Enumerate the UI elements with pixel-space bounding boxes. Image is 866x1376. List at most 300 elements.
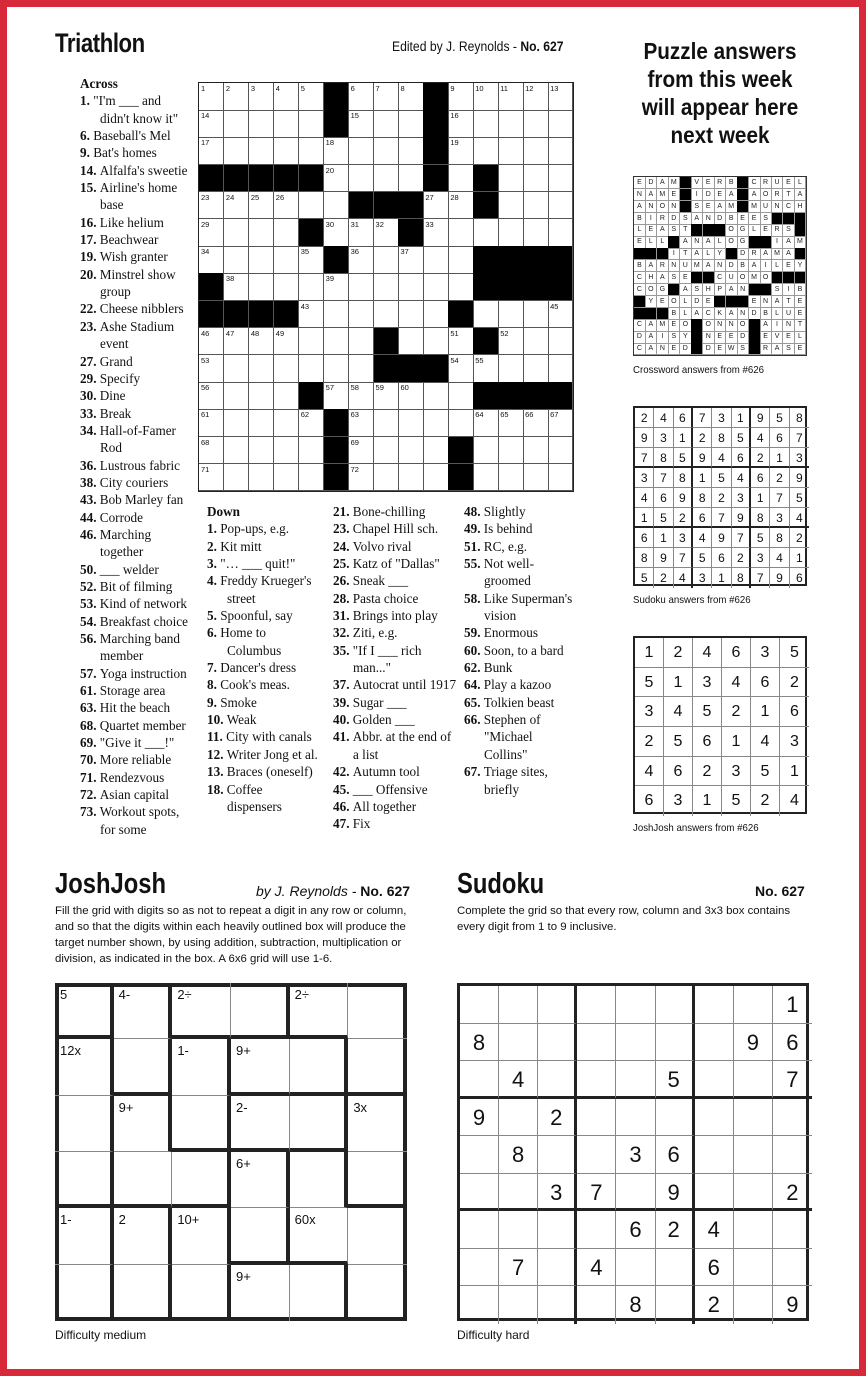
sudoku-cell[interactable]: 4 [695,1211,734,1249]
crossword-cell[interactable] [224,437,249,465]
crossword-cell[interactable] [249,382,274,410]
joshjosh-cell[interactable] [348,1208,407,1264]
crossword-cell[interactable]: 51 [448,328,473,356]
crossword-cell[interactable] [224,464,249,492]
joshjosh-cell[interactable] [348,1096,407,1152]
crossword-cell[interactable] [299,437,324,465]
answer-cell: W [726,343,738,355]
crossword-cell[interactable] [398,409,423,437]
crossword-cell[interactable] [249,409,274,437]
joshjosh-cell[interactable] [114,1152,173,1208]
crossword-cell[interactable]: 34 [199,246,224,274]
sudoku-cell[interactable]: 4 [499,1061,538,1099]
joshjosh-cell[interactable] [114,1039,173,1095]
sudoku-cell[interactable] [773,1249,812,1287]
crossword-cell[interactable]: 2 [224,83,249,111]
crossword-cell[interactable] [523,301,548,329]
crossword-cell[interactable] [448,273,473,301]
sudoku-cell[interactable]: 3 [538,1174,577,1212]
sudoku-cell[interactable]: 7 [577,1174,616,1212]
crossword-cell[interactable] [349,355,374,383]
crossword-cell[interactable] [374,165,399,193]
crossword-cell[interactable] [548,328,573,356]
crossword-cell[interactable]: 4 [274,83,299,111]
crossword-cell[interactable] [498,464,523,492]
crossword-cell[interactable] [224,246,249,274]
crossword-cell[interactable] [274,110,299,138]
crossword-cell[interactable] [349,273,374,301]
sudoku-cell[interactable] [538,1136,577,1174]
crossword-cell[interactable] [523,219,548,247]
sudoku-cell[interactable] [499,1024,538,1062]
crossword-cell[interactable] [324,355,349,383]
crossword-cell[interactable] [498,165,523,193]
crossword-cell[interactable] [274,409,299,437]
crossword-cell[interactable] [274,437,299,465]
crossword-cell[interactable] [523,165,548,193]
sudoku-grid[interactable] [457,983,809,1321]
sudoku-cell[interactable] [499,1099,538,1137]
sudoku-cell[interactable] [616,1061,655,1099]
crossword-cell[interactable] [448,409,473,437]
crossword-cell[interactable] [274,273,299,301]
joshjosh-cell[interactable] [172,1096,231,1152]
crossword-cell[interactable]: 58 [349,382,374,410]
crossword-cell[interactable]: 67 [548,409,573,437]
crossword-cell[interactable] [349,165,374,193]
crossword-cell[interactable]: 1 [199,83,224,111]
crossword-cell[interactable]: 56 [199,382,224,410]
crossword-cell[interactable]: 9 [448,83,473,111]
sudoku-cell[interactable]: 2 [538,1099,577,1137]
crossword-cell[interactable]: 53 [199,355,224,383]
crossword-cell[interactable] [498,192,523,220]
joshjosh-cell[interactable] [114,1096,173,1152]
sudoku-cell[interactable]: 7 [773,1061,812,1099]
crossword-cell[interactable] [473,110,498,138]
crossword-cell[interactable]: 43 [299,301,324,329]
sudoku-cell[interactable] [695,1061,734,1099]
crossword-cell[interactable] [423,437,448,465]
sudoku-cell[interactable] [773,1099,812,1137]
sudoku-cell[interactable] [460,1136,499,1174]
sudoku-cell[interactable]: 8 [460,1024,499,1062]
joshjosh-cell[interactable] [172,983,231,1039]
sudoku-cell[interactable] [734,1099,773,1137]
crossword-cell[interactable]: 61 [199,409,224,437]
sudoku-cell[interactable]: 9 [734,1024,773,1062]
crossword-cell[interactable] [274,464,299,492]
crossword-cell[interactable]: 52 [498,328,523,356]
crossword-cell[interactable] [299,464,324,492]
sudoku-cell[interactable] [499,1211,538,1249]
crossword-cell[interactable] [498,355,523,383]
crossword-cell[interactable] [473,464,498,492]
joshjosh-cell[interactable] [55,1152,114,1208]
crossword-cell[interactable] [473,301,498,329]
sudoku-cell[interactable]: 6 [616,1211,655,1249]
joshjosh-cell[interactable] [348,983,407,1039]
crossword-cell[interactable] [374,273,399,301]
sudoku-cell[interactable] [773,1136,812,1174]
sudoku-cell[interactable] [538,1249,577,1287]
joshjosh-cell[interactable] [231,1208,290,1264]
crossword-cell[interactable]: 54 [448,355,473,383]
sudoku-cell[interactable] [734,1136,773,1174]
crossword-cell[interactable] [224,355,249,383]
joshjosh-cell[interactable] [114,1265,173,1321]
crossword-cell[interactable] [423,409,448,437]
crossword-cell[interactable] [398,464,423,492]
crossword-cell[interactable] [423,328,448,356]
sudoku-cell[interactable] [616,1099,655,1137]
sudoku-cell[interactable]: 6 [656,1136,695,1174]
crossword-cell[interactable] [224,110,249,138]
crossword-cell[interactable]: 32 [374,219,399,247]
crossword-cell[interactable] [398,110,423,138]
joshjosh-cell[interactable] [114,1208,173,1264]
crossword-cell[interactable]: 20 [324,165,349,193]
crossword-cell[interactable] [249,110,274,138]
crossword-cell[interactable] [523,110,548,138]
crossword-cell[interactable] [523,437,548,465]
sudoku-cell[interactable] [695,1136,734,1174]
crossword-cell[interactable]: 55 [473,355,498,383]
crossword-cell[interactable] [473,437,498,465]
sudoku-cell[interactable] [577,986,616,1024]
crossword-cell[interactable] [423,273,448,301]
crossword-cell[interactable] [498,301,523,329]
crossword-cell[interactable] [224,137,249,165]
crossword-cell[interactable] [274,382,299,410]
crossword-cell[interactable]: 49 [274,328,299,356]
crossword-cell[interactable]: 14 [199,110,224,138]
sudoku-cell[interactable]: 8 [616,1286,655,1324]
crossword-cell[interactable] [398,301,423,329]
joshjosh-cell[interactable] [290,1152,349,1208]
crossword-cell[interactable]: 65 [498,409,523,437]
crossword-grid[interactable] [198,82,574,492]
joshjosh-cell[interactable] [55,1208,114,1264]
crossword-cell[interactable] [274,355,299,383]
sudoku-cell[interactable]: 3 [616,1136,655,1174]
crossword-cell[interactable]: 48 [249,328,274,356]
sudoku-cell[interactable] [577,1136,616,1174]
sudoku-cell[interactable] [538,1211,577,1249]
crossword-cell[interactable] [249,137,274,165]
crossword-cell[interactable] [448,165,473,193]
crossword-cell[interactable]: 31 [349,219,374,247]
crossword-cell[interactable] [523,355,548,383]
crossword-cell[interactable] [523,192,548,220]
sudoku-cell[interactable] [616,1249,655,1287]
crossword-cell[interactable] [398,437,423,465]
sudoku-cell[interactable] [616,1024,655,1062]
sudoku-cell[interactable] [577,1211,616,1249]
crossword-cell[interactable]: 37 [398,246,423,274]
sudoku-cell[interactable] [656,1099,695,1137]
sudoku-cell[interactable] [616,986,655,1024]
sudoku-cell[interactable] [460,1061,499,1099]
crossword-cell[interactable]: 47 [224,328,249,356]
crossword-cell[interactable] [224,409,249,437]
crossword-cell[interactable]: 69 [349,437,374,465]
crossword-cell[interactable] [349,328,374,356]
sudoku-cell[interactable] [577,1061,616,1099]
sudoku-cell[interactable] [499,986,538,1024]
crossword-cell[interactable] [448,219,473,247]
sudoku-cell[interactable]: 6 [773,1024,812,1062]
crossword-cell[interactable] [548,137,573,165]
joshjosh-cell[interactable] [55,983,114,1039]
crossword-cell[interactable]: 39 [324,273,349,301]
crossword-cell[interactable] [299,273,324,301]
sudoku-cell[interactable] [538,1061,577,1099]
crossword-cell[interactable]: 68 [199,437,224,465]
crossword-cell[interactable] [299,328,324,356]
crossword-cell[interactable]: 57 [324,382,349,410]
answer-cell: D [714,213,726,225]
crossword-cell[interactable] [249,437,274,465]
crossword-cell[interactable] [398,328,423,356]
joshjosh-cell[interactable] [290,1039,349,1095]
sudoku-cell[interactable]: 6 [695,1249,734,1287]
joshjosh-cell[interactable] [231,1152,290,1208]
sudoku-cell[interactable] [695,986,734,1024]
crossword-cell[interactable]: 19 [448,137,473,165]
crossword-cell[interactable] [249,219,274,247]
joshjosh-cell[interactable] [114,983,173,1039]
joshjosh-cell[interactable] [172,1152,231,1208]
crossword-cell[interactable]: 33 [423,219,448,247]
answer-cell: E [668,343,680,355]
sudoku-cell[interactable]: 1 [773,986,812,1024]
crossword-cell[interactable]: 18 [324,137,349,165]
crossword-cell[interactable] [523,464,548,492]
crossword-cell[interactable]: 60 [398,382,423,410]
crossword-cell[interactable]: 27 [423,192,448,220]
crossword-cell[interactable]: 64 [473,409,498,437]
crossword-cell[interactable]: 24 [224,192,249,220]
crossword-cell[interactable] [498,437,523,465]
sudoku-cell[interactable] [734,1061,773,1099]
sudoku-cell[interactable] [538,1286,577,1324]
crossword-cell[interactable]: 3 [249,83,274,111]
crossword-cell[interactable]: 46 [199,328,224,356]
sudoku-cell[interactable] [656,986,695,1024]
sudoku-cell[interactable] [538,1024,577,1062]
crossword-cell[interactable] [548,110,573,138]
crossword-cell[interactable]: 8 [398,83,423,111]
sudoku-cell[interactable]: 9 [460,1099,499,1137]
sudoku-cell[interactable] [499,1286,538,1324]
sudoku-cell[interactable] [616,1174,655,1212]
crossword-cell[interactable] [274,137,299,165]
sudoku-cell[interactable]: 8 [499,1136,538,1174]
crossword-cell[interactable]: 62 [299,409,324,437]
crossword-cell[interactable] [224,219,249,247]
crossword-cell[interactable] [349,137,374,165]
crossword-cell[interactable]: 11 [498,83,523,111]
sudoku-cell[interactable]: 7 [499,1249,538,1287]
sudoku-cell[interactable] [460,1174,499,1212]
crossword-cell[interactable]: 29 [199,219,224,247]
crossword-cell[interactable] [523,137,548,165]
crossword-cell[interactable]: 71 [199,464,224,492]
crossword-cell[interactable]: 45 [548,301,573,329]
joshjosh-cell[interactable] [55,1096,114,1152]
crossword-cell[interactable] [249,273,274,301]
crossword-cell[interactable]: 15 [349,110,374,138]
crossword-cell[interactable]: 72 [349,464,374,492]
crossword-cell[interactable] [473,219,498,247]
sudoku-cell[interactable] [773,1211,812,1249]
sudoku-cell[interactable] [499,1174,538,1212]
joshjosh-cell[interactable] [231,983,290,1039]
crossword-cell[interactable] [299,355,324,383]
joshjosh-grid[interactable] [55,983,407,1321]
crossword-cell[interactable] [498,137,523,165]
sudoku-cell[interactable] [577,1099,616,1137]
joshjosh-cell[interactable] [290,1096,349,1152]
crossword-cell[interactable] [274,219,299,247]
sudoku-cell[interactable] [656,1024,695,1062]
crossword-cell[interactable]: 26 [274,192,299,220]
crossword-cell[interactable]: 17 [199,137,224,165]
sudoku-cell[interactable] [734,986,773,1024]
crossword-cell[interactable] [249,464,274,492]
sudoku-cell[interactable] [577,1286,616,1324]
crossword-cell[interactable] [448,382,473,410]
crossword-cell[interactable]: 66 [523,409,548,437]
crossword-cell[interactable] [324,301,349,329]
crossword-cell[interactable] [423,382,448,410]
sudoku-cell[interactable]: 2 [695,1286,734,1324]
sudoku-cell[interactable] [656,1286,695,1324]
crossword-cell[interactable] [448,246,473,274]
sudoku-cell[interactable] [695,1174,734,1212]
sudoku-cell[interactable] [734,1174,773,1212]
crossword-cell[interactable] [398,165,423,193]
sudoku-cell[interactable]: 9 [786,1292,799,1318]
crossword-cell[interactable]: 38 [224,273,249,301]
sudoku-cell[interactable]: 2 [773,1174,812,1212]
crossword-cell[interactable] [548,464,573,492]
crossword-cell[interactable]: 36 [349,246,374,274]
crossword-cell[interactable] [374,110,399,138]
crossword-cell[interactable] [548,192,573,220]
joshjosh-cell[interactable] [231,1265,290,1321]
crossword-cell[interactable] [374,464,399,492]
crossword-cell[interactable]: 63 [349,409,374,437]
crossword-cell[interactable]: 23 [199,192,224,220]
crossword-cell[interactable]: 10 [473,83,498,111]
crossword-cell[interactable] [349,301,374,329]
crossword-cell[interactable] [374,137,399,165]
crossword-cell[interactable] [299,110,324,138]
sudoku-cell[interactable] [460,1211,499,1249]
crossword-cell[interactable] [299,192,324,220]
crossword-cell[interactable]: 5 [299,83,324,111]
crossword-cell[interactable] [398,273,423,301]
crossword-cell[interactable] [324,192,349,220]
joshjosh-cell[interactable] [348,1265,407,1321]
joshjosh-cell[interactable] [348,1039,407,1095]
crossword-cell[interactable] [548,355,573,383]
crossword-cell[interactable]: 59 [374,382,399,410]
crossword-cell[interactable] [423,464,448,492]
crossword-cell[interactable] [498,110,523,138]
sudoku-cell[interactable] [656,1249,695,1287]
joshjosh-cell[interactable] [231,1096,290,1152]
crossword-cell[interactable] [224,382,249,410]
sudoku-cell[interactable] [695,1024,734,1062]
joshjosh-cell[interactable] [290,1208,349,1264]
sudoku-cell[interactable] [538,986,577,1024]
crossword-cell[interactable] [324,328,349,356]
crossword-cell[interactable] [249,355,274,383]
crossword-cell[interactable]: 12 [523,83,548,111]
crossword-cell[interactable] [548,165,573,193]
sudoku-cell[interactable] [460,1249,499,1287]
crossword-cell[interactable] [374,409,399,437]
crossword-cell[interactable]: 25 [249,192,274,220]
sudoku-cell[interactable] [695,1099,734,1137]
crossword-cell[interactable] [423,301,448,329]
crossword-cell[interactable]: 16 [448,110,473,138]
crossword-cell[interactable]: 6 [349,83,374,111]
crossword-cell[interactable] [523,328,548,356]
sudoku-cell[interactable] [734,1286,773,1324]
crossword-cell[interactable]: 28 [448,192,473,220]
crossword-cell[interactable] [374,437,399,465]
crossword-cell[interactable] [548,437,573,465]
sudoku-cell[interactable] [734,1249,773,1287]
sudoku-cell[interactable] [734,1211,773,1249]
crossword-cell[interactable]: 13 [548,83,573,111]
sudoku-cell[interactable] [577,1024,616,1062]
sudoku-cell[interactable]: 2 [656,1211,695,1249]
joshjosh-cell[interactable] [348,1152,407,1208]
crossword-cell[interactable] [548,219,573,247]
sudoku-cell[interactable]: 5 [656,1061,695,1099]
joshjosh-cell[interactable] [231,1039,290,1095]
sudoku-cell[interactable]: 9 [656,1174,695,1212]
crossword-cell[interactable] [498,219,523,247]
joshjosh-cell[interactable] [290,983,349,1039]
crossword-cell[interactable] [374,246,399,274]
crossword-cell[interactable] [473,137,498,165]
joshjosh-cell[interactable] [172,1265,231,1321]
crossword-cell[interactable] [274,246,299,274]
joshjosh-cell[interactable] [55,1039,114,1095]
crossword-cell[interactable] [423,246,448,274]
joshjosh-cell[interactable] [290,1265,349,1321]
crossword-cell[interactable]: 30 [324,219,349,247]
crossword-cell[interactable]: 35 [299,246,324,274]
crossword-cell[interactable] [398,137,423,165]
joshjosh-cell[interactable] [172,1208,231,1264]
sudoku-cell[interactable] [460,986,499,1024]
sudoku-cell[interactable] [460,1286,499,1324]
joshjosh-cell[interactable] [172,1039,231,1095]
sudoku-cell[interactable]: 4 [577,1249,616,1287]
crossword-cell[interactable] [299,137,324,165]
crossword-cell[interactable]: 7 [374,83,399,111]
crossword-cell[interactable] [249,246,274,274]
joshjosh-cell[interactable] [55,1265,114,1321]
crossword-cell[interactable] [374,301,399,329]
